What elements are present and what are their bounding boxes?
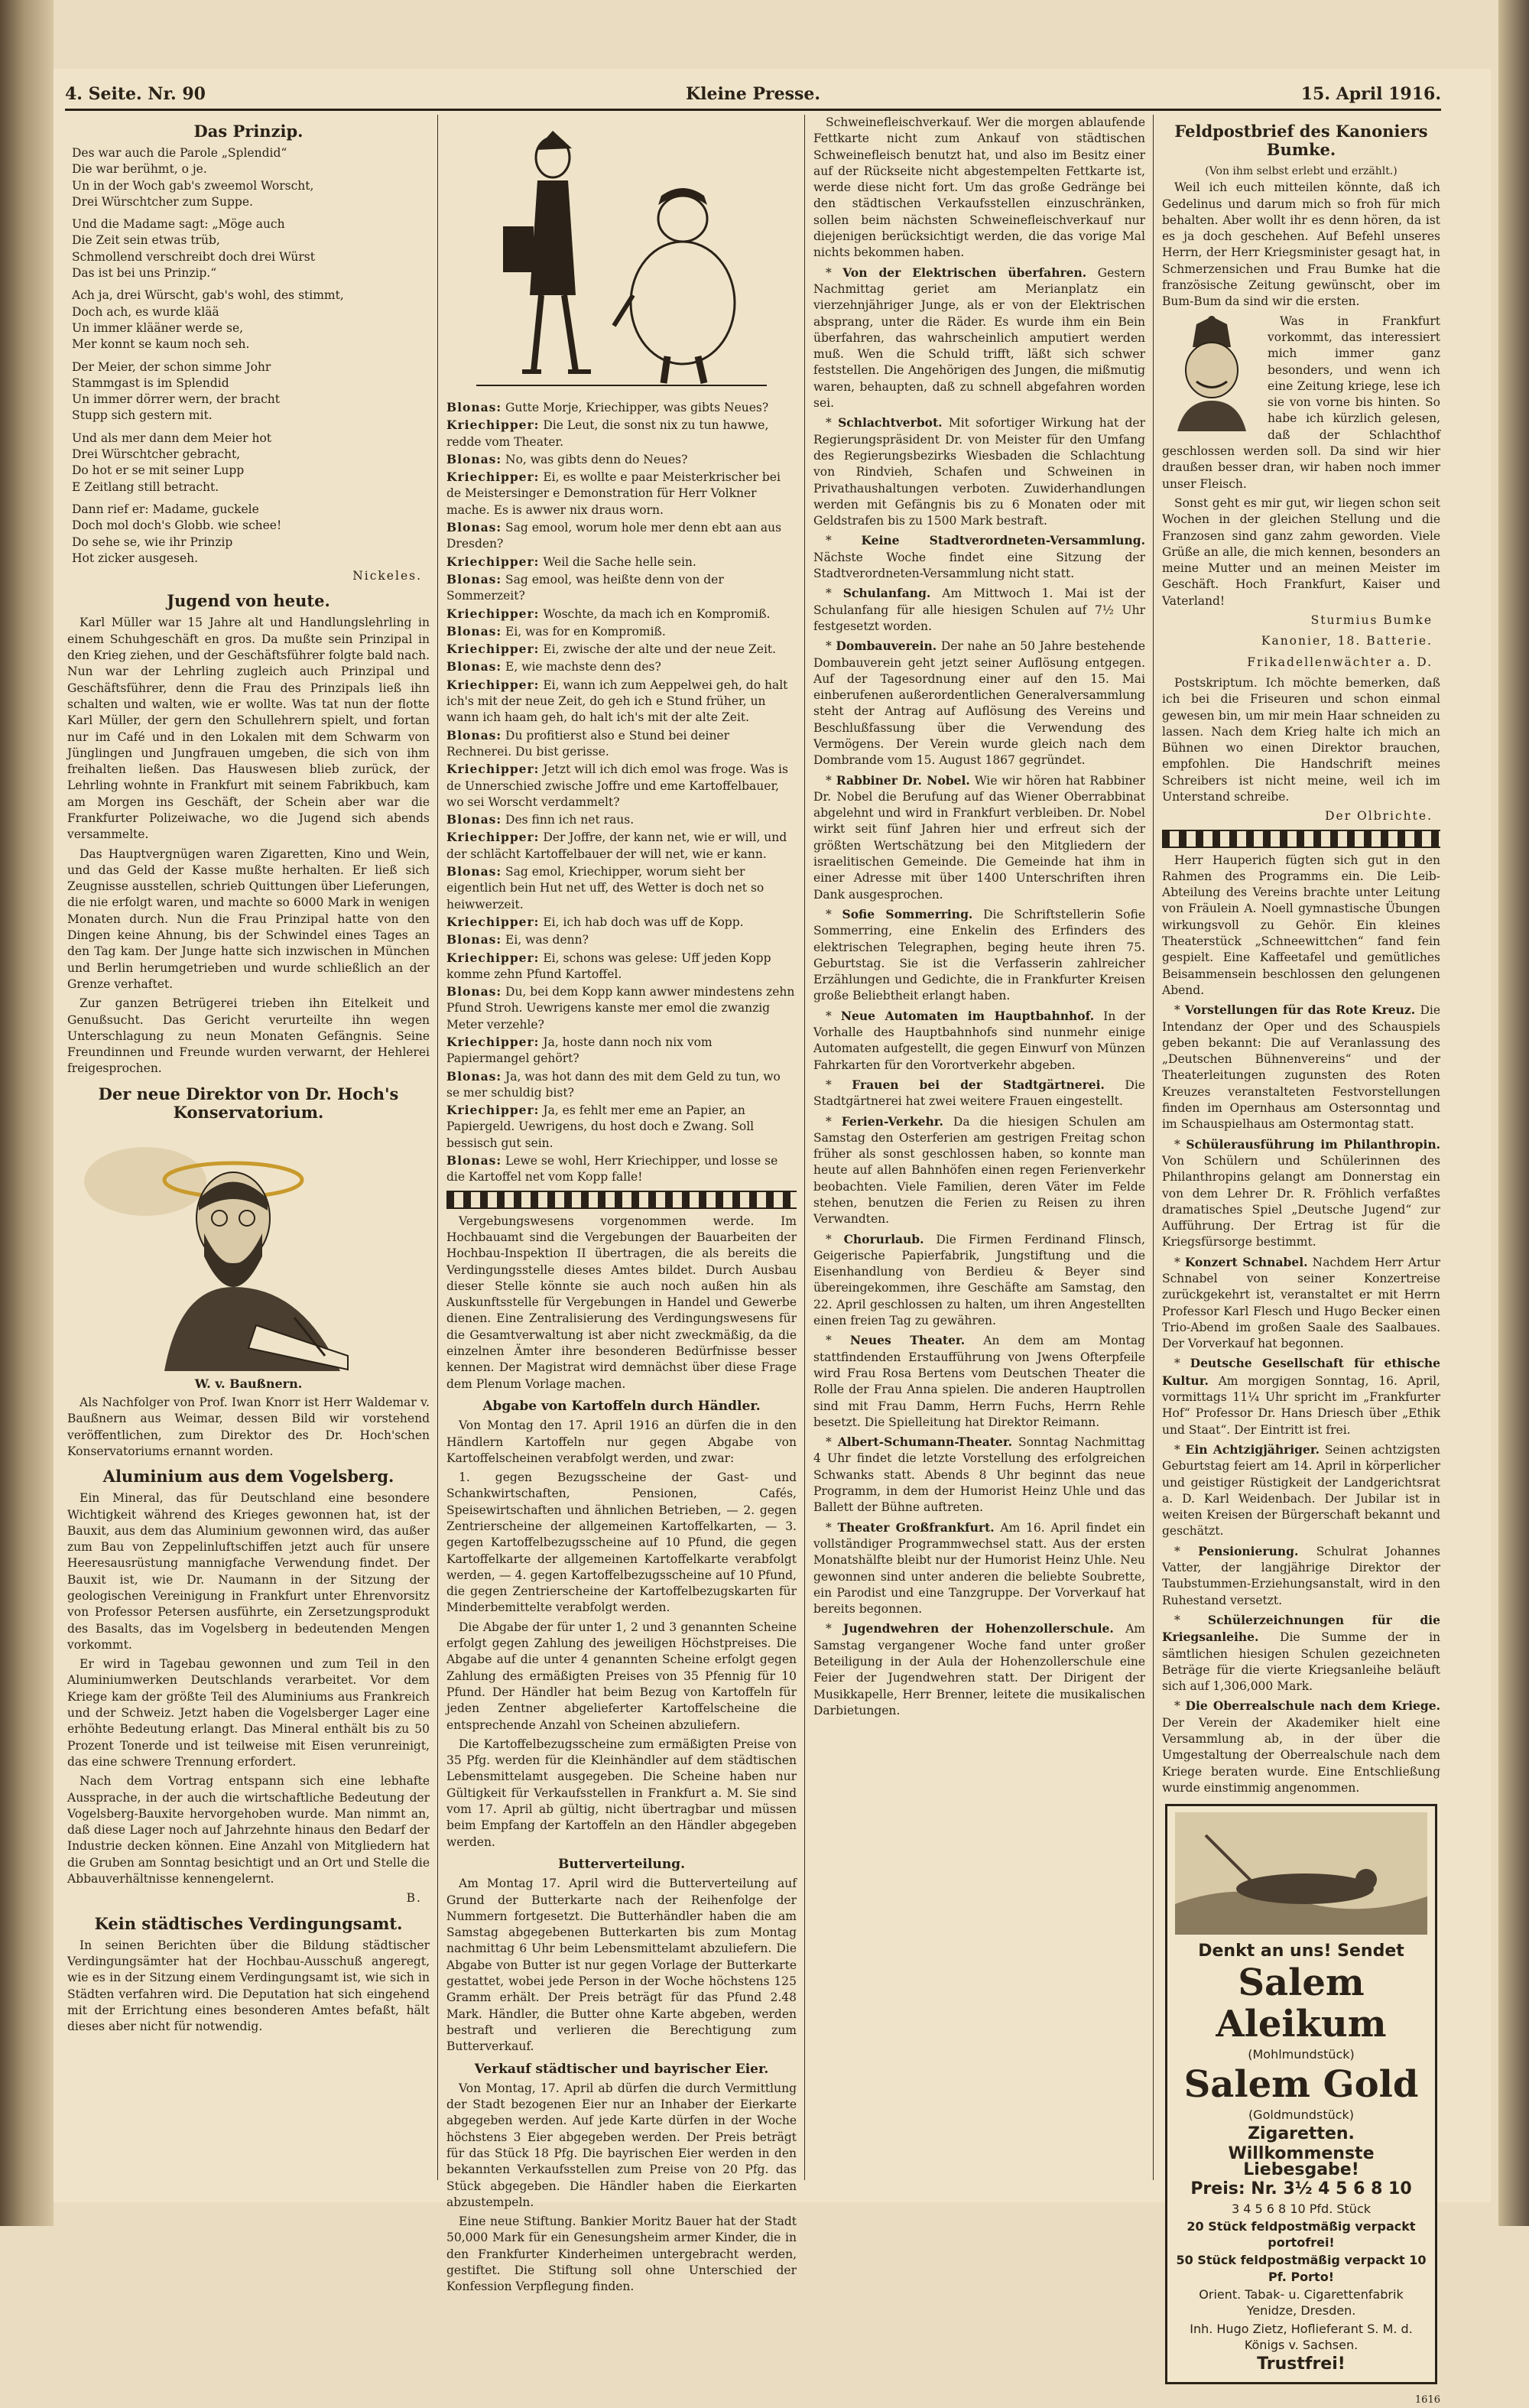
column-divider (804, 115, 805, 2180)
dialog-line (446, 811, 797, 828)
dialog-text: Ei, ich hab doch was uff de Kopp. (543, 915, 744, 929)
article-paragraph: Als Nachfolger von Prof. Iwan Knorr ist Herr Waldemar v. Baußnern aus Weimar, dessen Bild wir vorstehend veröffentlichen, zum Direktor des Dr. Hoch'schen Konservatoriums ernannt worden. (67, 1396, 430, 1458)
dialog-speaker: Blonas: (446, 659, 502, 674)
dialog-speaker: Kriechipper: (446, 914, 540, 929)
section-divider (446, 1191, 797, 1209)
dialog-line (446, 623, 797, 640)
news-item-title: Neues Theater. (849, 1333, 966, 1348)
poem-line: Ach ja, drei Würscht, gab's wohl, des stimmt, (72, 288, 344, 303)
news-item-text: In der Vorhalle des Hauptbahnhofs sind nunmehr einige Automaten aufgestellt, die gegen Einwurf von Münzen Fahrkarten für den Vorortverkehr abgeben. (813, 1009, 1145, 1072)
article-paragraph: 1. gegen Bezugsscheine der Gast- und Schankwirtschaften, Pensionen, Cafés, Speisewirtschaften und ähnlichen Betrieben, — 2. gegen Zentrierscheine der allgemeinen Kartoffelkarten, — 3. gegen Kartoffelbezugsscheine auf 10 Pfund, die gegen Kartoffelkarte der allgemeinen Kartoffelkarte verabfolgt werden, — 4. gegen Kartoffelbezugsscheine auf 10 Pfund, die gegen Zentrierscheine der Kartoffelbezugskarten für Minderbemittelte verabfolgt werden. (446, 1470, 797, 1615)
news-item: * Schulanfang. Am Mittwoch 1. Mai ist der Schulanfang für alle hiesigen Schulen auf 7½ Uhr festgesetzt worden. (813, 586, 1146, 633)
dialog-line (446, 571, 797, 605)
ad-offer-1: 20 Stück feldpostmäßig verpackt portofrei! (1187, 2218, 1416, 2250)
ad-brand-1-sub: (Mohlmundstück) (1248, 2046, 1355, 2062)
article-title: Jugend von heute. (167, 591, 330, 611)
news-item-text: Die Firmen Ferdinand Flinsch, Geigerische Papierfabrik, Jungstiftung und die Eisenhandlung von Berdieu & Beyer sind übereingekommen, ihre Geschäfte am Samstag, den 22. April geschlossen zu halten, um ihren Angestellten einen freien Tag zu gewähren. (813, 1232, 1145, 1328)
ad-company: Orient. Tabak- u. Cigarettenfabrik Yenidze, Dresden. (1199, 2287, 1404, 2319)
masthead: Kleine Presse. (685, 84, 821, 104)
ad-offer-2: 50 Stück feldpostmäßig verpackt 10 Pf. Porto! (1176, 2253, 1427, 2284)
dialog-text: Lewe se wohl, Herr Kriechipper, und losse se die Kartoffel net vom Kopp falle! (446, 1154, 778, 1185)
poem-line: Das ist bei uns Prinzip.“ (72, 266, 217, 281)
dialog-speaker: Kriechipper: (446, 554, 540, 569)
dialog-speaker: Blonas: (446, 400, 502, 414)
dialog-speaker: Kriechipper: (446, 677, 540, 692)
dialog-speaker: Kriechipper: (446, 606, 540, 621)
dialog-line (446, 641, 797, 658)
article-paragraph: Die Kartoffelbezugsscheine zum ermäßigten Preise von 35 Pfg. werden für die Kleinhändler auf dem städtischen Lebensmittelamt ausgegeben. Die Scheine haben nur Gültigkeit für Verkaufsstellen in Frankfurt a. M. Sie sind vom 17. April ab gültig, nicht übertragbar und müssen beim Empfang der Kartoffeln an den Händler abgegeben werden. (446, 1737, 797, 1849)
article-title: Butterverteilung. (558, 1856, 685, 1872)
poem-line: Stammgast is im Splendid (72, 375, 229, 390)
article-paragraph: Von Montag, 17. April ab dürfen die durch Vermittlung der Stadt bezogenen Eier nur an Inhaber der Eierkarte abgegeben werden. Auf jede Karte dürfen in der Woche höchstens 3 Eier abgegeben werden. Der Preis beträgt für das Stück 18 Pfg. Die bayrischen Eier werden in den bekannten Verkaufsstellen zum Preise von 20 Pfg. das Stück abgegeben. Die Händler haben die Eierkarten abzustempeln. (446, 2081, 797, 2209)
dialog-text: Weil die Sache helle sein. (543, 554, 696, 569)
dialog-speaker: Kriechipper: (446, 470, 540, 485)
dialog-line (446, 1102, 797, 1152)
dialog-speaker: Blonas: (446, 1068, 502, 1084)
dialog-line (446, 606, 797, 622)
dialog-speaker: Blonas: (446, 1153, 502, 1168)
poem-line: Un immer dörrer wern, der bracht (72, 392, 280, 407)
ad-owner: Inh. Hugo Zietz, Hoflieferant S. M. d. Königs v. Sachsen. (1190, 2321, 1413, 2352)
article-paragraph: Postskriptum. Ich möchte bemerken, daß ich bei die Friseuren und schon einmal gewesen bin, um mir mein Haar schneiden zu lassen. Nach dem Krieg halte ich mich an Bühnen wo einen Direktor brauchen, empfohlen. Die Handschrift meines Schreibers ist nicht meine, weil ich im Unterstand schreibe. (1162, 675, 1440, 804)
news-item-text: Wie wir hören hat Rabbiner Dr. Nobel die Berufung auf das Wiener Oberrabbinat abgelehnt und wird in Frankfurt verbleiben. Dr. Nobel wirkt seit fünf Jahren hier und erfreut sich der größten Wertschätzung bei den Mitgliedern der israelitischen Gemeinde. Die Gemeinde hat ihm in einer Adresse mit über 1400 Unterschriften ihren Dank ausgesprochen. (813, 773, 1145, 902)
article-paragraph: Nach dem Vortrag entspann sich eine lebhafte Aussprache, in der auch die wirtschaftliche Bedeutung der Vogelsberg-Bauxite hervorgehoben wurde. Man nimmt an, daß diese Lager noch auf Jahrzehnte hinaus den Bedarf der Industrie decken können. Eine Anzahl von Mitgliedern hat die Gruben am Sonntag besichtigt und an Ort und Stelle die Abbauverhältnisse kennengelernt. (67, 1774, 430, 1886)
news-item-text: Am 16. April findet ein vollständiger Programmwechsel statt. Aus der ersten Monatshälfte bleibt nur der Humorist Heinz Uhle. Neu gewonnen sind unter anderen die beliebte Soubrette, ein Parodist und eine Tanzgruppe. Der Vorverkauf hat bereits begonnen. (813, 1520, 1146, 1617)
news-item: * Konzert Schnabel. Nachdem Herr Artur Schnabel von seiner Konzertreise zurückgekehrt ist, veranstaltet er mit Herrn Professor Karl Flesch und Hugo Becker einen Trio-Abend im großen Saale des Saalbaues. Der Vorverkauf hat begonnen. (1162, 1254, 1440, 1351)
dialog-speaker: Kriechipper: (446, 1034, 540, 1049)
news-item-title: Konzert Schnabel. (1184, 1254, 1308, 1269)
portrait-caption: W. v. Baußnern. (194, 1376, 303, 1391)
news-item-text: Am morgigen Sonntag, 16. April, vormittags 11¼ Uhr spricht im „Frankfurter Hof“ Professor Dr. Hans Driesch über „Ethik und Staat“. Der Eintritt ist frei. (1162, 1373, 1440, 1437)
poem-line: Drei Würschtcher zum Suppe. (72, 194, 253, 209)
dialog-speaker: Kriechipper: (446, 642, 540, 657)
news-item (1162, 853, 1440, 999)
dialog-speaker: Blonas: (446, 864, 502, 879)
article-paragraph: Die Abgabe der für unter 1, 2 und 3 genannten Scheine erfolgt gegen Zahlung des jeweiligen Höchstpreises. Die Abgabe auf die unter 4 genannten Scheine erfolgt gegen Zahlung des ermäßigten Preises von 35 Pfennig für 10 Pfund. Der Händler hat beim Bezug von Kartoffeln für jeden Zentner abgelieferter Kartoffelscheine die entsprechende Anzahl von Scheinen abzuliefern. (446, 1620, 797, 1732)
article-title: Aluminium aus dem Vogelsberg. (102, 1467, 394, 1487)
news-item-title: Chorurlaub. (843, 1231, 924, 1246)
news-item-title: Schulanfang. (842, 586, 931, 601)
soldier-portrait (1162, 317, 1261, 431)
article-title: Abgabe von Kartoffeln durch Händler. (482, 1398, 761, 1414)
dialog-text: Jetzt will ich dich emol was froge. Was is de Unnerschied zwische Joffre und eme Kartoffelbauer, wo sei Worscht verdammelt? (446, 762, 788, 809)
dialog-speaker: Kriechipper: (446, 830, 540, 845)
news-item-text: Der nahe an 50 Jahre bestehende Dombauverein geht jetzt seiner Auflösung entgegen. Auf der Tagesordnung einer auf den 15. Mai einberufenen außerordentlichen Generalversammlung steht der Antrag auf Auflösung des Vereins und Beschlußfassung über die Verwendung des Vermögens. Der Verein wurde gleich nach dem Dombrande vom 15. August 1867 gegründet. (813, 639, 1145, 768)
dialog-line (446, 727, 797, 761)
article-subtitle: (Von ihm selbst erlebt und erzählt.) (1205, 165, 1398, 177)
dialog-line (446, 950, 797, 983)
dialog-speaker: Blonas: (446, 812, 502, 827)
dialog-line (446, 451, 797, 468)
dialog-text: Sag emol, Kriechipper, worum sieht ber eigentlich bein Hut net uff, des Wetter is doch net so heiwwerzeit. (446, 865, 764, 912)
ad-prices: Preis: Nr. 3½ 4 5 6 8 10 (1190, 2179, 1412, 2199)
news-item-text: Da die hiesigen Schulen am Samstag den Osterferien am gestrigen Freitag schon früher als sonst geschlossen haben, so konnte man heute auf allen Bahnhöfen einen regen Ferienverkehr beobachten. Viele Familien, deren Väter im Felde stehen, benutzen die Ferien zu Reisen zu ihren Verwandten. (813, 1114, 1145, 1227)
dialog-line (446, 554, 797, 570)
article-paragraph: Zur ganzen Betrügerei trieben ihn Eitelkeit und Genußsucht. Das Gericht verurteilte ihn wegen Unterschlagung zu neun Monaten Gefängnis. Seine Freundinnen und Freunde wurden verwarnt, der Hehlerei freigesprochen. (67, 996, 430, 1076)
issue-number: Nr. 90 (148, 84, 206, 104)
news-item-text: Am Mittwoch 1. Mai ist der Schulanfang für alle hiesigen Schulen auf 7½ Uhr festgesetzt worden. (813, 587, 1146, 633)
column-2 (446, 115, 797, 2294)
poem-line: Hot zicker ausgeseh. (72, 551, 199, 565)
dialog-text: Gutte Morje, Kriechipper, was gibts Neues? (505, 401, 769, 414)
news-item-title: Schlachtverbot. (838, 415, 943, 431)
news-item: * Rabbiner Dr. Nobel. Wie wir hören hat Rabbiner Dr. Nobel die Berufung auf das Wiener Oberrabbinat abgelehnt und wird in Frankfurt verbleiben. Dr. Nobel wirkt seit fünf Jahren hier und erfreut sich der größten Wertschätzung bei den Mitgliedern der israelitischen Gemeinde. Die Gemeinde hat ihm in einer Adresse mit über 1400 Unterschriften ihren Dank ausgesprochen. (813, 772, 1145, 902)
news-item-title: Keine Stadtverordneten-Versammlung. (861, 533, 1145, 548)
article-paragraph: Sonst geht es mir gut, wir liegen schon seit Wochen in der gleichen Stellung und die Franzosen sind ganz zahm geworden. Viele Grüße an alle, die mich kennen, besonders an meine Mutter und an meinen Meister im Geschäft. Hoch Frankfurt, Kaiser und Vaterland! (1162, 496, 1440, 608)
dialog-line (446, 1152, 797, 1186)
page-edge (1498, 0, 1529, 2226)
page-header (65, 84, 1441, 112)
news-item-title: Schülerausführung im Philanthropin. (1186, 1136, 1440, 1152)
dialog-line (446, 417, 797, 450)
poem-line (72, 210, 430, 216)
news-item-title: Vorstellungen für das Rote Kreuz. (1185, 1003, 1416, 1018)
news-item: * Vorstellungen für das Rote Kreuz. Die Intendanz der Oper und des Schauspiels geben bekannt: Die auf Veranlassung des „Deutschen Bühnenvereins“ und der Theaterleitungen zugunsten des Roten Kreuzes veranstalteten Festvorstellungen finden im Opernhaus am Ostersonntag und im Schauspielhaus am Ostermontag statt. (1162, 1003, 1440, 1132)
news-item: * Schülerzeichnungen für die Kriegsanleihe. Die Summe der in sämtlichen hiesigen Schulen gezeichneten Beträge für die vierte Kriegsanleihe beläuft sich auf 1,306,000 Mark. (1162, 1612, 1441, 1694)
news-item: * Neues Theater. An dem am Montag stattfindenden Erstaufführung von Jwens Ofterpfeile wird Frau Rosa Bertens vom Deutschen Theater die Rolle der Frau Anna spielen. Die anderen Hauptrollen sind mit Frau Damm, Herrn Fuchs, Herrn Rehle besetzt. Die Spielleitung hat Direktor Reimann. (813, 1333, 1145, 1429)
news-item-text: Gestern Nachmittag geriet am Merianplatz ein vierzehnjähriger Junge, als er von der Elektrischen absprang, unter die Räder. Es wurde ihm ein Bein überfahren, das wahrscheinlich amputiert werden muß. Wen die Schuld trifft, läßt sich schwer feststellen. Die Angehörigen des Jungen, die mißmutig waren, behaupten, daß zu schnell abgefahren worden sei. (813, 265, 1145, 411)
article-title: Kein städtisches Verdingungsamt. (94, 1913, 403, 1933)
news-item-title: Ein Achtzigjähriger. (1185, 1441, 1320, 1457)
poem-line: Dann rief er: Madame, guckele (72, 502, 259, 516)
news-item-title: Ferien-Verkehr. (841, 1113, 943, 1129)
ad-brand-2-sub: (Goldmundstück) (1248, 2107, 1355, 2123)
ad-trustfrei: Trustfrei! (1257, 2354, 1346, 2374)
news-item: * Ein Achtzigjähriger. Seinen achtzigsten Geburtstag feiert am 14. April in körperlicher und geistiger Rüstigkeit der Landgerichtsrat a. D. Karl Weidenbach. Der Jubilar ist in weiten Kreisen der Bürgerschaft bekannt und geschätzt. (1162, 1441, 1440, 1539)
dialog-speaker: Kriechipper: (446, 1103, 540, 1118)
news-item-text: Nächste Woche findet eine Sitzung der Stadtverordneten-Versammlung nicht statt. (813, 550, 1145, 581)
dialog-speaker: Blonas: (446, 451, 502, 466)
article-paragraph: Am Montag 17. April wird die Butterverteilung auf Grund der Butterkarte nach der Reihenfolge der Nummern fortgesetzt. Die Butterhändler haben die am Samstag abgegebenen Butterkarten bis zum Montag nachmittag 6 Uhr beim Lebensmittelamt abzuliefern. Die Abgabe von Butter ist nur gegen Vorlage der Butterkarte gestattet, wobei jede Person in der Woche höchstens 125 Gramm erhält. Der Preis beträgt für das Pfund 2.48 Mark. Händler, die Butter ohne Karte abgeben, werden bestraft und verlieren die Berechtigung zum Butterverkauf. (446, 1877, 797, 2054)
section-divider (1162, 830, 1440, 848)
news-item-title: Schülerzeichnungen für die Kriegsanleihe. (1162, 1612, 1440, 1645)
dialog-line (446, 399, 797, 416)
letter-signature: Sturmius Bumke (1310, 613, 1433, 628)
article-title: Verkauf städtischer und bayrischer Eier. (474, 2061, 769, 2077)
poem-title: Das Prinzip. (193, 122, 304, 141)
dialog-text: No, was gibts denn do Neues? (505, 452, 688, 466)
news-item-text: Seinen achtzigsten Geburtstag feiert am 14. April in körperlicher und geistiger Rüstigkeit der Landgerichtsrat a. D. Karl Weidenbach. Der Jubilar ist in weiten Kreisen der Bürgerschaft bekannt und geschätzt. (1162, 1442, 1440, 1539)
news-item: * Jugendwehren der Hohenzollerschule. Am Samstag vergangener Woche fand unter großer Beteiligung in der Aula der Hohenzollerschule eine Feier der Jugendwehren statt. Der Dirigent der Musikkapelle, Herr Brenner, leitete die musikalischen Darbietungen. (813, 1621, 1145, 1717)
page-label: 4. Seite. (65, 84, 142, 104)
news-item: * Chorurlaub. Die Firmen Ferdinand Flinsch, Geigerische Papierfabrik, Jungstiftung und die Eisenhandlung von Berdieu & Beyer sind übereingekommen, ihre Geschäfte am Samstag, den 22. April geschlossen zu halten, um ihren Angestellten einen freien Tag zu gewähren. (813, 1231, 1145, 1328)
dialog-line (446, 658, 797, 675)
news-item-title: Theater Großfrankfurt. (837, 1519, 995, 1535)
news-item: * Theater Großfrankfurt. Am 16. April findet ein vollständiger Programmwechsel statt. Aus der ersten Monatshälfte bleibt nur der Humorist Heinz Uhle. Neu gewonnen sind unter anderen die beliebte Soubrette, ein Parodist und eine Tanzgruppe. Der Vorverkauf hat bereits begonnen. (813, 1519, 1146, 1617)
news-item-title: Von der Elektrischen überfahren. (842, 265, 1087, 280)
header-rule (65, 109, 1441, 111)
dialog-text: Ei, was denn? (505, 933, 589, 947)
article-paragraph: Karl Müller war 15 Jahre alt und Handlungslehrling in einem Schuhgeschäft en gros. Da mußte sein Prinzipal in den Krieg ziehen, und der Geschäftsführer folgte bald nach. Nun war der Lehrling zugleich auch Prinzipal und Geschäftsführer, denn die Frau des Prinzipals ließ ihn schalten und walten, wie er wollte. Was tat nun der flotte Karl Müller, der gern den Schullehrern spielt, und fortan nur im Café und in den Lokalen mit dem Schwarm von Jünglingen und Jungfrauen umgeben, die sich von ihm freihalten ließen. Das Hauswesen blieb zurück, der Lehrling wohnte in Frankfurt mit seinem Fabrikbuch, kam am Morgen ins Geschäft, der Schein aber war die Frankfurter Polizeiwache, wo die Jugend sich abends versammelte. (67, 616, 430, 842)
news-item: * Die Oberrealschule nach dem Kriege. Der Verein der Akademiker hielt eine Versammlung ab, in der über die Umgestaltung der Oberrealschule nach dem Kriege beraten wurde. Eine Entschließung wurde einstimmig angenommen. (1162, 1698, 1440, 1795)
news-item-text: Der Verein der Akademiker hielt eine Versammlung ab, in der über die Umgestaltung der Oberrealschule nach dem Kriege beraten wurde. Eine Entschließung wurde einstimmig angenommen. (1162, 1715, 1440, 1795)
dialog-line (446, 761, 797, 811)
article-paragraph: Was in Frankfurt vorkommt, das interessiert mich immer ganz besonders, und wenn ich eine Zeitung kriege, lese ich sie von vorne bis hinten. So habe ich kürzlich gelesen, daß der Schlachthof geschlossen werden soll. Da sind wir hier draußen besser dran, wir haben noch immer unser Fleisch. (1162, 314, 1440, 491)
column-4 (1162, 115, 1441, 2406)
article-paragraph: Von Montag den 17. April 1916 an dürfen die in den Händlern Kartoffeln nur gegen Abgabe von Kartoffelscheinen verabfolgt werden, und zwar: (446, 1418, 797, 1465)
dialog-speaker: Kriechipper: (446, 418, 540, 433)
article-title: Der neue Direktor von Dr. Hoch's Konservatorium. (98, 1084, 399, 1122)
news-item-title: Dombauverein. (836, 639, 937, 654)
news-item-text: Die Intendanz der Oper und des Schauspiels geben bekannt: Die auf Veranlassung des „Deutschen Bühnenvereins“ und der Theaterleitungen zugunsten des Roten Kreuzes veranstalteten Festvorstellungen finden im Opernhaus am Ostersonntag und im Schauspielhaus am Ostermontag statt. (1162, 1003, 1440, 1132)
news-item-title: Jugendwehren der Hohenzollerschule. (843, 1621, 1114, 1636)
news-item: * Frauen bei der Stadtgärtnerei. Die Stadtgärtnerei hat zwei weitere Frauen eingestellt. (813, 1077, 1145, 1109)
poem-line: Mer konnt se kaum noch seh. (72, 337, 250, 352)
cartoon-illustration (461, 119, 782, 395)
dialog-text: Ei, was for en Kompromiß. (505, 624, 666, 639)
poem-line: Und die Madame sagt: „Möge auch (72, 217, 285, 232)
news-item-title: Neue Automaten im Hauptbahnhof. (840, 1008, 1095, 1023)
dialog-line (446, 863, 797, 913)
news-item-title: Sofie Sommerring. (842, 906, 973, 921)
dialog-text: Ja, was hot dann des mit dem Geld zu tun, wo se mer schuldig bist? (446, 1069, 781, 1100)
dialog-text: Ja, es fehlt mer eme an Papier, an Papiergeld. Uewrigens, du host doch e Zwang. Soll bessisch gut sein. (446, 1103, 755, 1150)
dialog-text: Woschte, da mach ich en Kompromiß. (543, 606, 771, 621)
ad-brand-2: Salem Gold (1183, 2063, 1419, 2107)
news-item-text: Mit sofortiger Wirkung hat der Regierungspräsident Dr. von Meister für den Umfang des Regierungsbezirks Wiesbaden die Schlachtung von Rindvieh, Schafen und Schweinen in Privathaushaltungen verboten. Zuwiderhandlungen werden mit Gefängnis bis zu 6 Monaten oder mit Geldstrafen bis zu 1500 Mark bestraft. (813, 416, 1146, 528)
news-item: * Keine Stadtverordneten-Versammlung. Nächste Woche findet eine Sitzung der Stadtverordneten-Versammlung nicht statt. (813, 533, 1145, 581)
news-item-text: Schulrat Johannes Vatter, der langjährige Direktor der Taubstummen-Erziehungsanstalt, wird in den Ruhestand versetzt. (1162, 1544, 1440, 1607)
poem-line: Stupp sich gestern mit. (72, 408, 213, 423)
dialog-speaker: Blonas: (446, 571, 502, 587)
poem-line: Do hot er se mit seiner Lupp (72, 463, 245, 478)
article-paragraph: Vergebungswesens vorgenommen werde. Im Hochbauamt sind die Vergebungen der Bauarbeiten der Hochbau-Inspektion II übertragen, die als bereits die Verdingungsstelle dieses Amtes bildet. Durch Ausbau dieser Stelle könnte sie auch noch außen hin als Auskunftsstelle für Vergebungen in Handel und Gewerbe dienen. Eine Zentralisierung des Verdingungswesens für die Gesamtverwaltung ist aber nicht zweckmäßig, da die einzelnen Ämter ihre besonderen Bedürfnisse besser kennen. Der Magistrat wird demnächst über diese Frage dem Plenum Vorlage machen. (446, 1214, 797, 1391)
dialog-speaker: Blonas: (446, 623, 502, 639)
ad-brand-1: Salem Aleikum (1216, 1961, 1387, 2046)
news-item-text: Die Stadtgärtnerei hat zwei weitere Frauen eingestellt. (813, 1077, 1145, 1109)
ad-price-unit: 3 4 5 6 8 10 Pfd. Stück (1231, 2201, 1371, 2216)
ps-signature: Der Olbrichte. (1325, 809, 1433, 824)
article-paragraph: In seinen Berichten über die Bildung städtischer Verdingungsämter hat der Hochbau-Ausschuß angeregt, wie es in der Sitzung einem Verdingungsamt ist, wie sich in Städten verfahren wird. Die Deputation hat sich eingehend mit der Errichtung eines besonderen Amtes befaßt, hält dieses aber nicht für notwendig. (67, 1938, 430, 2034)
dialog-line (446, 677, 797, 726)
news-item-text: Am Samstag vergangener Woche fand unter großer Beteiligung in der Aula der Hohenzollerschule eine Feier der Jugendwehren statt. Der Dirigent der Musikkapelle, Herr Brenner, leitete die musikalischen Darbietungen. (813, 1622, 1145, 1717)
news-item-text: Von Schülern und Schülerinnen des Philanthropins gelangt am Donnerstag ein von dem Lehrer Dr. R. Fröhlich verfaßtes dramatisches Spiel „Deutsche Jugend“ zur Aufführung. Der Ertrag ist für die Kriegsfürsorge bestimmt. (1162, 1153, 1440, 1249)
poem-line: Un in der Woch gab's zweemol Worscht, (72, 178, 314, 193)
poem-line (72, 281, 430, 288)
poem-line: Die war berühmt, o je. (72, 162, 207, 177)
letter-signature-title: Frikadellenwächter a. D. (1247, 655, 1433, 669)
article-title: Feldpostbrief des Kanoniers Bumke. (1174, 122, 1428, 159)
news-item-title: Deutsche Gesellschaft für ethische Kultur. (1162, 1356, 1440, 1388)
cigarette-advertisement (1165, 1804, 1437, 2384)
poem-line (72, 424, 430, 431)
dialog-text: Ei, wann ich zum Aeppelwei geh, do halt ich's mit der neue Zeit, do geh ich e Stund früher, un wann ich haam geh, do halt ich's mit der alte Zeit. (446, 678, 788, 725)
news-item-text: Sonntag Nachmittag 4 Uhr findet die letzte Vorstellung des erfolgreichen Schwanks statt. Abends 8 Uhr beginnt das neue Programm, in dem der Humorist Heinz Uhle und das Ballett der Bühne auftreten. (813, 1435, 1145, 1515)
letter-signature-rank: Kanonier, 18. Batterie. (1261, 634, 1433, 648)
news-item: * Schlachtverbot. Mit sofortiger Wirkung hat der Regierungspräsident Dr. von Meister für den Umfang des Regierungsbezirks Wiesbaden die Schlachtung von Rindvieh, Schafen und Schweinen in Privathaushaltungen verboten. Zuwiderhandlungen werden mit Gefängnis bis zu 6 Monaten oder mit Geldstrafen bis zu 1500 Mark bestraft. (813, 415, 1146, 528)
poem-line (72, 353, 430, 359)
news-item-title: Pensionierung. (1198, 1543, 1299, 1558)
dialog-text: Die Leut, die sonst nix zu tun hawwe, redde vom Theater. (446, 418, 769, 449)
dialog-line (446, 1034, 797, 1068)
article-paragraph: Ein Mineral, das für Deutschland eine besondere Wichtigkeit während des Krieges gewonnen hat, ist der Bauxit, aus dem das Aluminium gewonnen wird, das außer zum Bau von Zeppelinluftschiffen jetzt auch für unsere Heeresausrüstung mannigfache Verwendung findet. Der Bauxit ist, wie Dr. Naumann in der Sitzung der geologischen Vereinigung in Frankfurt unter Ehrenvorsitz von Professor Petersen ausführte, ein Zersetzungsprodukt des Basalts, das im Vogelsberg in bedeutenden Mengen vorkommt. (67, 1491, 430, 1652)
article-paragraph: Weil ich euch mitteilen könnte, daß ich Gedelinus und darum mich so froh für mich behalten. Aber wollt ihr es denn hören, da ist es ja doch geschehen. Auf Befehl unseres Herrn, der Herr Kriegsminister gesagt hat, in Schmerzensichen und Frau Bumke hat die französische Zeitung gewünscht, ober im Bum-Bum da sind wir die ersten. (1162, 180, 1440, 309)
ad-code: 1616 (1414, 2393, 1440, 2406)
dialog-text: Der Joffre, der kann net, wie er will, und der schlächt Kartoffelbauer der will net, wie er kann. (446, 830, 787, 861)
news-item: * Von der Elektrischen überfahren. Gestern Nachmittag geriet am Merianplatz ein vierzehnjähriger Junge, als er von der Elektrischen absprang, unter die Räder. Es wurde ihm ein Bein überfahren, das wahrscheinlich amputiert werden muß. Wen die Schuld trifft, läßt sich schwer feststellen. Die Angehörigen des Jungen, die mißmutig waren, behaupten, daß zu schnell abgefahren worden sei. (813, 265, 1145, 411)
poem-line: Der Meier, der schon simme Johr (72, 359, 271, 374)
column-1 (67, 115, 430, 2180)
dialog-text: E, wie machste denn des? (505, 660, 661, 674)
poem-signature: Nickeles. (352, 569, 422, 583)
ad-slogan: Willkommenste Liebesgabe! (1228, 2143, 1375, 2179)
poem-line (72, 496, 430, 502)
dialog-text: Ei, zwische der alte und der neue Zeit. (543, 642, 777, 657)
news-item-text: An dem am Montag stattfindenden Erstaufführung von Jwens Ofterpfeile wird Frau Rosa Bertens vom Deutschen Theater die Rolle der Frau Anna spielen. Die anderen Hauptrollen sind mit Frau Damm, Herrn Fuchs, Herrn Rehle besetzt. Die Spielleitung hat Direktor Reimann. (813, 1334, 1145, 1429)
news-item: * Ferien-Verkehr. Da die hiesigen Schulen am Samstag den Osterferien am gestrigen Freitag schon früher als sonst geschlossen haben, so konnte man heute auf allen Bahnhöfen einen regen Ferienverkehr beobachten. Viele Familien, deren Väter im Felde stehen, benutzen die Ferien zu Reisen zu ihren Verwandten. (813, 1113, 1145, 1227)
article-paragraph: Er wird in Tagebau gewonnen und zum Teil in den Aluminiumwerken Deutschlands verarbeitet. Vor dem Kriege kam der größte Teil des Aluminiums aus Frankreich und der Schweiz. Jetzt haben die Vogelsberger Lager eine erhöhte Bedeutung erlangt. Das Mineral enthält bis zu 50 Prozent Tonerde und ist teilweise mit Eisen verunreinigt, das eine schwere Trennung erfordert. (67, 1657, 430, 1769)
column-divider (437, 115, 438, 2180)
dialog-speaker: Blonas: (446, 727, 502, 743)
poem-line: Doch mol doch's Globb. wie schee! (72, 518, 282, 533)
article-paragraph: Das Hauptvergnügen waren Zigaretten, Kino und Wein, und das Geld der Kasse mußte herhalten. Er ließ sich Zeugnisse ausstellen, schrieb Quittungen über Lieferungen, die nie erfolgt waren, und machte so 6000 Mark in wenigen Monaten durch. Nun die Frau Prinzipal hatte von den Dingen keine Ahnung, bis der Schwindel eines Tages an den Tag kam. Der Junge hatte sich inzwischen in München und Berlin herumgetrieben und wurde schließlich an der Grenze verhaftet. (67, 847, 430, 991)
dialog-line (446, 1068, 797, 1102)
news-item-text: Herr Hauperich fügten sich gut in den Rahmen des Programms ein. Die Leib-Abteilung des Vereins brachte unter Leitung von Fräulein A. Noell gymnastische Übungen wirkungsvoll zu Gehör. Ein kleines Theaterstück „Schneewittchen“ fand fein gespielt. Eine Kaffeetafel und gemütliches Beisammensein beschlossen den gelungenen Abend. (1162, 853, 1440, 997)
poem-line: E Zeitlang still betracht. (72, 479, 219, 494)
dialog-speaker: Kriechipper: (446, 950, 540, 965)
dialog-speaker: Kriechipper: (446, 762, 540, 777)
news-item: * Deutsche Gesellschaft für ethische Kultur. Am morgigen Sonntag, 16. April, vormittags 11¼ Uhr spricht im „Frankfurter Hof“ Professor Dr. Hans Driesch über „Ethik und Staat“. Der Eintritt ist frei. (1162, 1356, 1440, 1437)
news-item: * Pensionierung. Schulrat Johannes Vatter, der langjährige Direktor der Taubstummen-Erziehungsanstalt, wird in den Ruhestand versetzt. (1162, 1543, 1440, 1607)
dialog-text: Ja, hoste dann noch nix vom Papiermangel gehört? (446, 1035, 713, 1066)
news-items (813, 265, 1145, 1720)
portrait-illustration (118, 1126, 378, 1371)
poem-line: Und als mer dann dem Meier hot (72, 431, 272, 445)
news-items (1162, 853, 1440, 1797)
dialog-text: Des finn ich net raus. (505, 813, 635, 827)
poem-line: Des war auch die Parole „Splendid“ (72, 146, 287, 160)
article-signature: B. (406, 1891, 422, 1906)
poem-line: Un immer klääner werde se, (72, 320, 244, 335)
news-item-title: Frauen bei der Stadtgärtnerei. (852, 1077, 1105, 1092)
ad-headline: Denkt an uns! Sendet (1198, 1941, 1404, 1961)
dialog-speaker: Blonas: (446, 932, 502, 947)
dialog-line (446, 469, 797, 518)
dialog-text: Du profitierst also e Stund bei deiner Rechnerei. Du bist gerisse. (446, 728, 730, 759)
dialog-line (446, 914, 797, 931)
poem-line: Do sehe se, wie ihr Prinzip (72, 535, 233, 549)
poem-line: Die Zeit sein etwas trüb, (72, 233, 220, 248)
dialog-speaker: Blonas: (446, 520, 502, 535)
dialog-line (446, 983, 797, 1033)
poem (72, 145, 430, 567)
dialog-list (446, 399, 797, 1186)
dialog-text: Ei, es wollte e paar Meisterkrischer bei de Meistersinger e Demonstration für Herr Volkner mache. Es is awwer nix draus worn. (446, 470, 781, 517)
news-item: * Schülerausführung im Philanthropin. Von Schülern und Schülerinnen des Philanthropins gelangt am Donnerstag ein von dem Lehrer Dr. R. Fröhlich verfaßtes dramatisches Spiel „Deutsche Jugend“ zur Aufführung. Der Ertrag ist für die Kriegsfürsorge bestimmt. (1162, 1136, 1440, 1249)
article-paragraph: Schweinefleischverkauf. Wer die morgen ablaufende Fettkarte nicht zum Ankauf von städtischen Schweinefleisch benutzt hat, und also im Besitz einer auf der Rückseite nicht abgestempelten Fettkarte ist, werde diese nicht fort. Um das große Gedränge bei den städtischen Verkaufsstellen einzuschränken, sollen beim nächsten Schweinefleischverkauf nur diejenigen berücksichtigt werden, die das vorige Mal nichts bekommen haben. (813, 115, 1145, 260)
dialog-line (446, 931, 797, 948)
soldier-scene-illustration (1175, 1812, 1427, 1935)
poem-line: Schmollend verschreibt doch drei Würst (72, 249, 315, 264)
dialog-speaker: Blonas: (446, 984, 502, 999)
news-item-title: Albert-Schumann-Theater. (837, 1435, 1012, 1450)
dialog-text: Ei, schons was gelese: Uff jeden Kopp komme zehn Pfund Kartoffel. (446, 951, 771, 981)
dialog-text: Sag emool, was heißte denn von der Sommerzeit? (446, 572, 724, 603)
ad-product: Zigaretten. (1248, 2124, 1355, 2144)
news-item-title: Rabbiner Dr. Nobel. (836, 772, 970, 788)
news-item: * Albert-Schumann-Theater. Sonntag Nachmittag 4 Uhr findet die letzte Vorstellung des erfolgreichen Schwanks statt. Abends 8 Uhr beginnt das neue Programm, in dem der Humorist Heinz Uhle und das Ballett der Bühne auftreten. (813, 1435, 1145, 1515)
dialog-line (446, 519, 797, 553)
article-paragraph: Eine neue Stiftung. Bankier Moritz Bauer hat der Stadt 50,000 Mark für ein Genesungsheim armer Kinder, die in den Frankfurter Kinderheimen untergebracht werden, gestiftet. Die Stiftung soll ohne Unterschied der Konfession Verpflegung finden. (446, 2215, 797, 2294)
dialog-line (446, 829, 797, 863)
news-item-text: Nachdem Herr Artur Schnabel von seiner Konzertreise zurückgekehrt ist, veranstaltet er mit Herrn Professor Karl Flesch und Hugo Becker einen Trio-Abend im großen Saale des Saalbaues. Der Vorverkauf hat begonnen. (1162, 1255, 1440, 1351)
news-item: * Dombauverein. Der nahe an 50 Jahre bestehende Dombauverein geht jetzt seiner Auflösung entgegen. Auf der Tagesordnung einer auf den 15. Mai einberufenen außerordentlichen Generalversammlung steht der Antrag auf Auflösung des Vereins und Beschlußfassung über die Verwendung des Vermögens. Der Verein wurde gleich nach dem Dombrande vom 15. August 1867 gegründet. (813, 639, 1145, 768)
poem-line: Drei Würschtcher gebracht, (72, 447, 241, 462)
column-divider (1153, 115, 1154, 2180)
news-item-text: Die Schriftstellerin Sofie Sommerring, eine Enkelin des Erfinders des elektrischen Telegraphen, beging heute ihren 75. Geburtstag. Sie ist die Verfasserin zahlreicher Erzählungen und Gedichte, die in Frankfurter Kreisen große Beliebtheit erlangt haben. (813, 907, 1145, 1003)
dialog-text: Sag emool, worum hole mer denn ebt aan aus Dresden? (446, 521, 782, 551)
book-binding (0, 0, 54, 2226)
news-item-text: Die Summe der in sämtlichen hiesigen Schulen gezeichneten Beträge für die vierte Kriegsanleihe beläuft sich auf 1,306,000 Mark. (1162, 1630, 1441, 1694)
news-item-title: Die Oberrealschule nach dem Kriege. (1185, 1698, 1440, 1714)
column-3 (813, 115, 1145, 2180)
news-item: * Sofie Sommerring. Die Schriftstellerin Sofie Sommerring, eine Enkelin des Erfinders des elektrischen Telegraphen, beging heute ihren 75. Geburtstag. Sie ist die Verfasserin zahlreicher Erzählungen und Gedichte, die in Frankfurter Kreisen große Beliebtheit erlangt haben. (813, 906, 1145, 1003)
news-item: * Neue Automaten im Hauptbahnhof. In der Vorhalle des Hauptbahnhofs sind nunmehr einige Automaten aufgestellt, die gegen Einwurf von Münzen Fahrkarten für den Vorortverkehr abgeben. (813, 1008, 1145, 1072)
dialog-text: Du, bei dem Kopp kann awwer mindestens zehn Pfund Stroh. Uewrigens kanste mer emol die zwanzig Meter verzehle? (446, 985, 795, 1032)
issue-date: 15. April 1916. (1300, 84, 1441, 104)
poem-line: Doch ach, es wurde klää (72, 304, 219, 319)
